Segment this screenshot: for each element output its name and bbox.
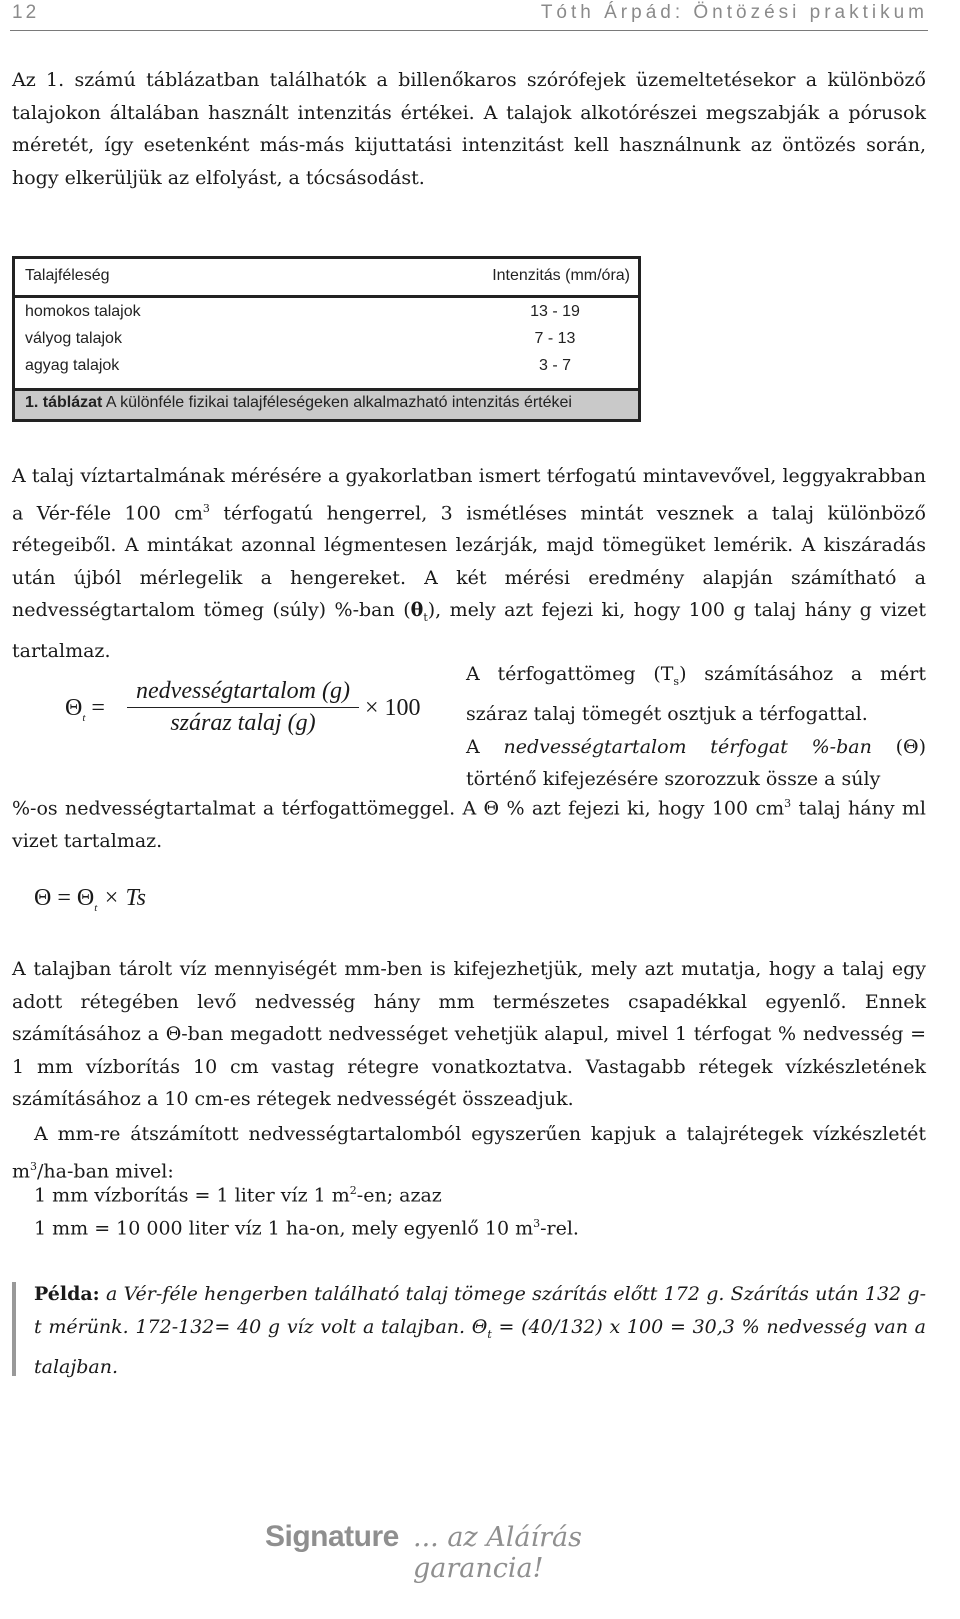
- page-number: 12: [12, 2, 40, 23]
- paragraph-volume-percent: [12, 788, 926, 857]
- fraction-denominator: száraz talaj (g): [170, 710, 316, 736]
- page-header: [10, 0, 928, 31]
- theta-symbol: Θ: [65, 695, 83, 721]
- intensity-cell: 7 - 13: [534, 330, 576, 347]
- intensity-cell: 3 - 7: [538, 357, 571, 374]
- text-run: A mm-re átszámított nedvességtartalomból egyszerűen kapjuk a talajrétegek vízkészletét m: [12, 1123, 926, 1182]
- header-soil-type: Talajféleség: [25, 267, 110, 284]
- intensity-cell: 13 - 19: [530, 303, 580, 320]
- theta-symbol: θ: [410, 599, 424, 622]
- soil-cell: homokos talajok: [25, 303, 141, 320]
- equals-sign: =: [91, 695, 105, 721]
- text-run: 1 mm vízborítás = 1 liter víz 1 m: [34, 1184, 350, 1207]
- superscript: 3: [533, 1217, 541, 1230]
- text-run: /ha-ban mivel:: [37, 1159, 174, 1182]
- table-header: [15, 259, 638, 298]
- brand-tagline: ... az Aláírás garancia!: [413, 1522, 582, 1584]
- fraction-numerator: nedvességtartalom (g): [127, 678, 359, 708]
- text-run: = (40/132) x 100 = 30,3 % nedvesség van a talajban.: [34, 1316, 926, 1378]
- moisture-mass-formula: [65, 678, 445, 748]
- table-row: [15, 330, 638, 356]
- text-run: térfogatú hengerrel, 3 ismétléses mintát vesznek a talaj különböző rétegeiből. A mintákat azonnal légmentesen lezárják, majd tömegüket lemérik. A kiszáradás után újból mérlegelik a hengereket. A két mérési eredmény alapján számítható a nedvességtartalom tömeg (súly) %-ban (: [12, 501, 926, 622]
- text-run: %-os nedvességtartalmat a térfogattömeggel. A Θ % azt fejezi ki, hogy 100 cm: [12, 797, 785, 820]
- example-text: [34, 1278, 926, 1384]
- superscript: 2: [349, 1184, 357, 1197]
- superscript: 3: [30, 1159, 38, 1173]
- text-run: ), mely azt fejezi ki, hogy 100 g talaj hány g vizet tartalmaz.: [12, 599, 926, 662]
- text-run: ) számításához a mért száraz talaj tömegét osztjuk a térfogattal.: [466, 663, 926, 726]
- text-run: (Θ) történő kifejezésére szorozzuk össze a súly: [466, 735, 926, 791]
- soil-cell: vályog talajok: [25, 330, 122, 347]
- text-run: A talaj víztartalmának mérésére a gyakorlatban ismert térfogatú mintavevővel, leggyakrabban a Vér-féle 100 cm: [12, 465, 926, 524]
- conversion-line-2: [34, 1217, 579, 1239]
- conversion-line-1: [34, 1184, 442, 1206]
- volume-moisture-formula: [34, 885, 146, 914]
- text-run: a Vér-féle hengerben található talaj tömege szárítás előtt 172 g. Szárítás után 132 g-t mérünk. 172-132= 40 g víz volt a talajban. Θ: [34, 1283, 926, 1338]
- paragraph-measurement: [12, 460, 926, 667]
- formula-lhs: [65, 695, 105, 724]
- subscript: t: [94, 901, 98, 914]
- signature-logo: [265, 1508, 685, 1584]
- table-row: [15, 357, 638, 383]
- example-side-bar: [12, 1282, 16, 1376]
- caption-label: 1. táblázat: [25, 394, 103, 411]
- text-run: -rel.: [540, 1217, 579, 1240]
- brand-wordmark: Signature: [265, 1520, 399, 1553]
- superscript: 3: [202, 501, 210, 515]
- soil-cell: agyag talajok: [25, 357, 120, 374]
- intensity-table: [12, 256, 641, 422]
- text-run: 1 mm = 10 000 liter víz 1 ha-on, mely egyenlő 10 m: [34, 1217, 534, 1240]
- bulk-density-text: [466, 658, 926, 796]
- formula-rhs: × Ts: [97, 885, 146, 911]
- subscript: s: [673, 674, 680, 688]
- subscript: t: [423, 611, 428, 625]
- paragraph-conversion: [12, 1118, 926, 1187]
- formula-lhs: Θ = Θ: [34, 885, 95, 911]
- superscript: 3: [784, 797, 792, 810]
- example-box: [12, 1278, 926, 1378]
- subscript: t: [487, 1327, 492, 1341]
- text-run: A térfogattömeg (T: [466, 663, 674, 685]
- paragraph-water-storage: A talajban tárolt víz mennyiségét mm-ben is kifejezhetjük, mely azt mutatja, hogy a talaj egy adott rétegében levő nedvesség hány mm természetes csapadékkal egyenlő. Ennek számításához a Θ-ban megadott nedvességet vehetjük alapul, mivel 1 térfogat % nedvesség = 1 mm vízborítás 10 cm vastag rétegre vonatkoztatva. Vastagabb rétegek vízkészletének számításához a 10 cm-es rétegek nedvességét összeadjuk.: [12, 958, 926, 1110]
- subscript: t: [82, 711, 86, 724]
- example-label: Példa:: [34, 1283, 100, 1305]
- text-run: -en; azaz: [356, 1184, 442, 1207]
- paragraph-intro: Az 1. számú táblázatban találhatók a billenőkaros szórófejek üzemeltetésekor a különböző talajokon általában használt intenzitás értékei. A talajok alkotórészei megszabják a pórusok méretét, így esetenként más-más kijuttatási intenzitást kell használnunk az öntözés során, hogy elkerüljük az elfolyást, a tócsásodást.: [12, 69, 926, 189]
- italic-term: nedvességtartalom térfogat %-ban: [503, 735, 872, 758]
- text-run: A: [466, 735, 504, 758]
- formula-multiplier: × 100: [365, 695, 421, 721]
- table-caption: [15, 388, 638, 419]
- running-title: Tóth Árpád: Öntözési praktikum: [540, 2, 928, 23]
- caption-text: A különféle fizikai talajféleségeken alkalmazható intenzitás értékei: [105, 394, 572, 411]
- header-intensity: Intenzitás (mm/óra): [492, 267, 630, 284]
- table-row: [15, 303, 638, 329]
- text-run: talaj hány ml vizet tartalmaz.: [12, 797, 926, 852]
- formula-fraction: [127, 678, 359, 737]
